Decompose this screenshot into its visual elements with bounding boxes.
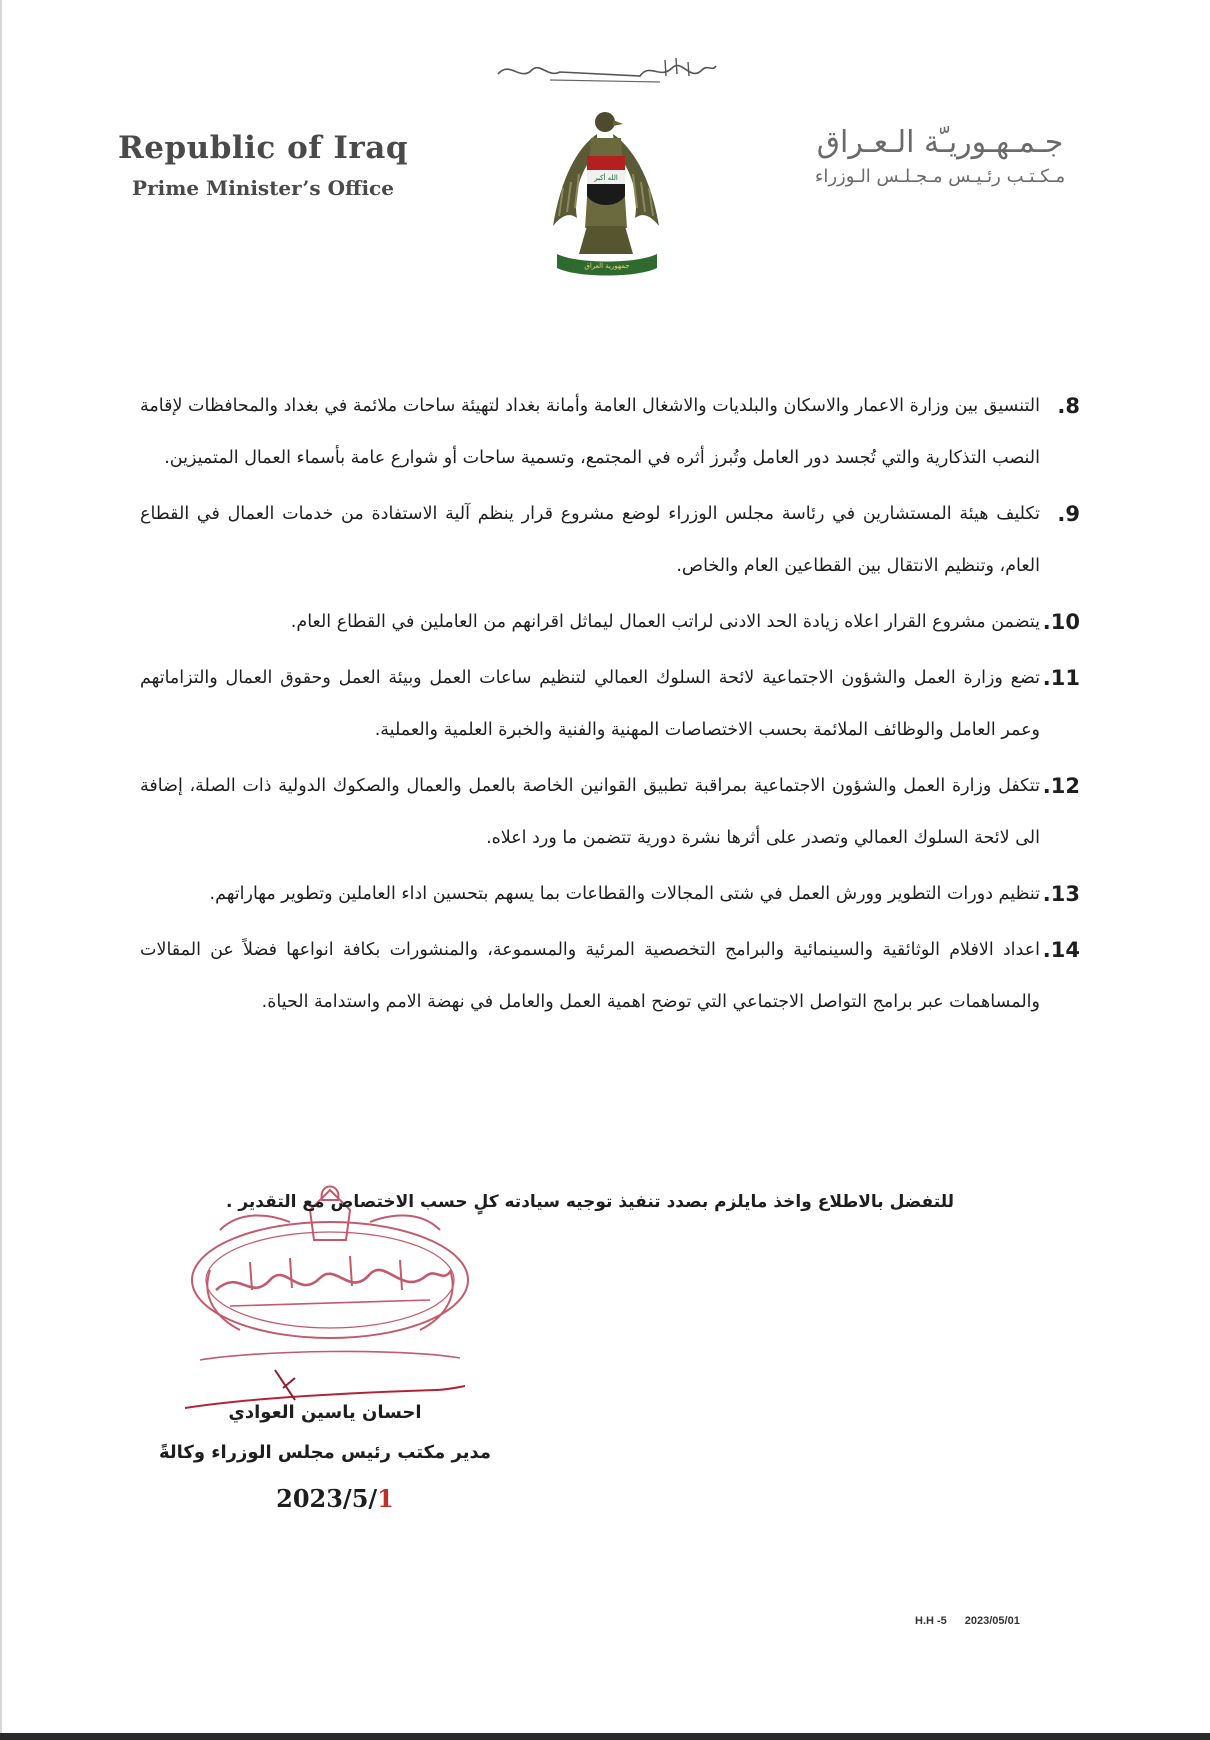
- office-subtitle-en: Prime Minister’s Office: [132, 176, 394, 200]
- item-number: 12.: [1042, 774, 1080, 798]
- item-number: 10.: [1042, 610, 1080, 634]
- item-text: تنظيم دورات التطوير وورش العمل في شتى المجالات والقطاعات بما يسهم بتحسين اداء العاملين وتطوير مهاراتهم.: [209, 884, 1040, 904]
- republic-title-en: Republic of Iraq: [118, 130, 408, 166]
- scan-edge-bottom: [0, 1733, 1210, 1740]
- emblem-banner-text: جمهورية العراق: [584, 262, 630, 270]
- header-english: [98, 130, 428, 200]
- header-arabic: [770, 125, 1110, 187]
- item-number: 11.: [1042, 666, 1080, 690]
- item-text: اعداد الافلام الوثائقية والسينمائية والبرامج التخصصية المرئية والمسموعة، والمنشورات بكافة انواعها فضلاً عن المقالات والمساهمات عبر برامج التواصل الاجتماعي التي توضح اهمية العمل والعامل في نهضة الامم واستدامة الحياة.: [140, 940, 1040, 1012]
- footer-date: 2023/05/01: [964, 1615, 1020, 1627]
- item-text: التنسيق بين وزارة الاعمار والاسكان والبلديات والاشغال العامة وأمانة بغداد لتهيئة ساحات ملائمة في بغداد والمحافظات لإقامة النصب التذكارية والتي تُجسد دور العامل وتُبرز أثره في المجتمع، وتسمية ساحات أو شوارع عامة بأسماء العمال المتميزين.: [140, 396, 1040, 468]
- scan-edge-left: [0, 0, 2, 1740]
- signer-title: مدير مكتب رئيس مجلس الوزراء وكالةً: [158, 1442, 492, 1463]
- closing-sentence: للتفضل بالاطلاع واخذ مايلزم بصدد تنفيذ توجيه سيادته كلٍ حسب الاختصاص مع التقدير .: [225, 1192, 955, 1212]
- republic-title-ar: جـمـهـوريـّة الـعـراق: [816, 125, 1064, 160]
- list-item: [140, 380, 1080, 484]
- document-date: [240, 1484, 430, 1513]
- item-text: تتكفل وزارة العمل والشؤون الاجتماعية بمراقبة تطبيق القوانين الخاصة بالعمل والعمال والصكوك الدولية ذات الصلة، إضافة الى لائحة السلوك العمالي وتصدر على أثرها نشرة دورية تتضمن ما ورد اعلاه.: [140, 776, 1040, 848]
- item-number: 9.: [1057, 502, 1080, 526]
- footer-ref-code: H.H -5: [915, 1615, 947, 1627]
- office-subtitle-ar: مـكـتـب رئـيـس مـجـلـس الـوزراء: [814, 166, 1066, 187]
- date-printed: 2023/5/: [276, 1484, 378, 1513]
- emblem-shield-text: الله أكبر: [594, 174, 618, 182]
- item-text: تكليف هيئة المستشارين في رئاسة مجلس الوزراء لوضع مشروع قرار ينظم آلية الاستفادة من خدمات العمال في القطاع العام، وتنظيم الانتقال بين القطاعين العام والخاص.: [140, 504, 1040, 576]
- list-item: [140, 924, 1080, 1028]
- list-item: [140, 868, 1080, 920]
- item-number: 8.: [1057, 394, 1080, 418]
- date-handwritten-day: 1: [377, 1484, 394, 1513]
- signer-name: احسان ياسين العوادي: [228, 1402, 422, 1423]
- directive-list: [140, 380, 1080, 1032]
- item-number: 13.: [1042, 882, 1080, 906]
- basmala-calligraphy-icon: [490, 52, 720, 92]
- footer-reference: [915, 1615, 1038, 1627]
- list-item: [140, 596, 1080, 648]
- list-item: [140, 488, 1080, 592]
- item-text: يتضمن مشروع القرار اعلاه زيادة الحد الادنى لراتب العمال ليماثل اقرانهم من العاملين في القطاع العام.: [290, 612, 1040, 632]
- iraq-eagle-emblem-icon: [547, 108, 667, 280]
- item-text: تضع وزارة العمل والشؤون الاجتماعية لائحة السلوك العمالي لتنظيم ساعات العمل وبيئة العمل وحقوق العمال والتزاماتهم وعمر العامل والوظائف الملائمة بحسب الاختصاصات المهنية والفنية والخبرة العلمية والعملية.: [140, 668, 1040, 740]
- list-item: [140, 760, 1080, 864]
- item-number: 14.: [1042, 938, 1080, 962]
- list-item: [140, 652, 1080, 756]
